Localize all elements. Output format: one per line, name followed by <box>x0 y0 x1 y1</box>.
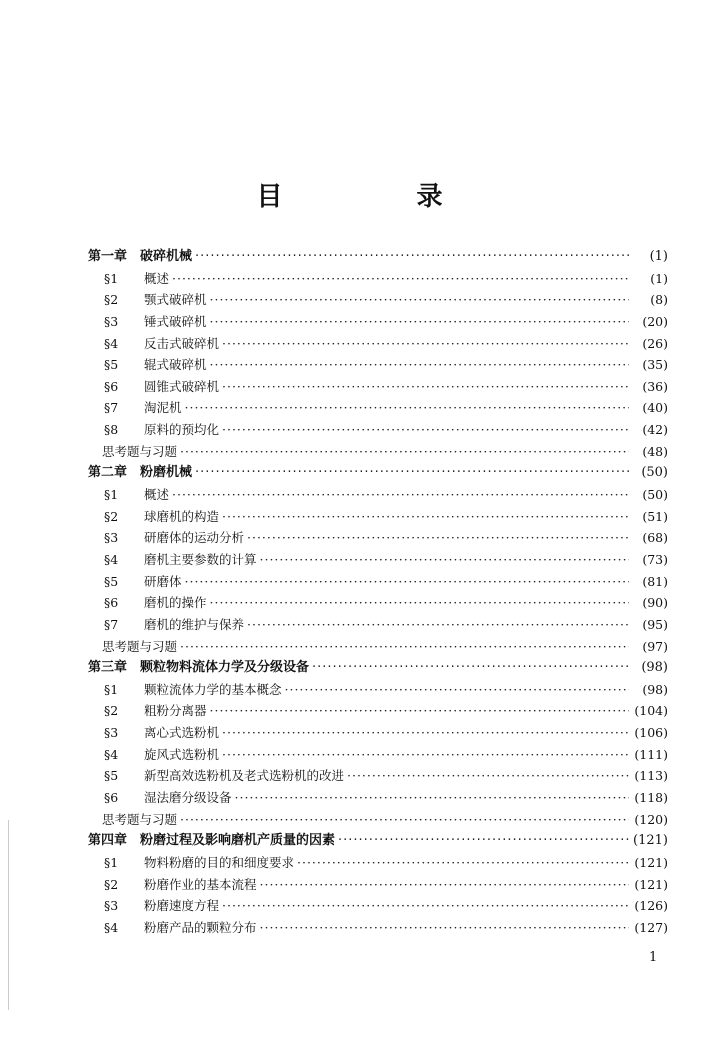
toc-entry-section <box>88 679 668 701</box>
toc-entry-section <box>88 289 668 311</box>
toc-entry-section <box>88 852 668 874</box>
entry-page: (35) <box>642 357 668 373</box>
entry-title: 粗粉分离器 <box>144 703 207 719</box>
section-number: §2 <box>104 508 119 524</box>
leader-dots <box>210 354 629 376</box>
entry-title: 新型高效选粉机及老式选粉机的改进 <box>144 768 345 784</box>
leader-dots <box>180 441 629 463</box>
toc-entry-section <box>88 592 668 614</box>
leader-dots <box>172 268 629 290</box>
section-number: §5 <box>104 357 119 373</box>
entry-page: (120) <box>634 811 668 827</box>
chapter-number: 第三章 <box>88 660 128 676</box>
entry-page: (40) <box>642 400 668 416</box>
entry-title: 颗粒流体力学的基本概念 <box>144 681 282 697</box>
entry-page: (121) <box>634 854 668 870</box>
table-of-contents <box>88 246 668 939</box>
toc-entry-section <box>88 917 668 939</box>
toc-entry-section <box>88 527 668 549</box>
toc-entry-section <box>88 895 668 917</box>
leader-dots <box>260 874 629 896</box>
toc-entry-section <box>88 397 668 419</box>
entry-title: 球磨机的构造 <box>144 508 220 524</box>
entry-page: (1) <box>649 249 668 264</box>
toc-entry-section <box>88 700 668 722</box>
section-number: §5 <box>104 573 119 589</box>
entry-title: 粉磨作业的基本流程 <box>144 876 257 892</box>
section-number: §6 <box>104 378 119 394</box>
leader-dots <box>180 809 629 831</box>
section-number: §4 <box>104 335 119 351</box>
entry-page: (98) <box>642 681 668 697</box>
leader-dots <box>260 549 629 571</box>
section-number: §2 <box>104 292 119 308</box>
entry-page: (51) <box>642 508 668 524</box>
leader-dots <box>210 700 629 722</box>
entry-title: 颚式破碎机 <box>144 292 207 308</box>
toc-entry-exercise <box>88 809 668 831</box>
entry-page: (104) <box>634 703 668 719</box>
entry-title: 磨机的操作 <box>144 595 207 611</box>
entry-page: (106) <box>634 725 668 741</box>
entry-title: 思考题与习题 <box>102 811 178 827</box>
entry-title: 湿法磨分级设备 <box>144 790 232 806</box>
toc-entry-section <box>88 765 668 787</box>
entry-page: (50) <box>641 465 668 481</box>
section-number: §2 <box>104 876 119 892</box>
toc-entry-section <box>88 549 668 571</box>
toc-entry-section <box>88 506 668 528</box>
section-number: §1 <box>104 854 119 870</box>
entry-page: (121) <box>633 833 668 849</box>
leader-dots <box>247 527 629 549</box>
entry-page: (48) <box>642 443 668 459</box>
toc-entry-section <box>88 614 668 636</box>
entry-page: (36) <box>642 378 668 394</box>
scan-margin-line <box>8 820 9 1010</box>
toc-entry-chapter <box>88 830 668 852</box>
toc-entry-section <box>88 484 668 506</box>
toc-entry-exercise <box>88 636 668 658</box>
entry-page: (90) <box>642 595 668 611</box>
entry-page: (26) <box>642 335 668 351</box>
entry-page: (111) <box>634 746 668 762</box>
entry-title: 淘泥机 <box>144 400 182 416</box>
leader-dots <box>180 636 629 658</box>
entry-page: (42) <box>642 422 668 438</box>
entry-title: 锤式破碎机 <box>144 313 207 329</box>
toc-entry-chapter <box>88 657 668 679</box>
section-number: §4 <box>104 551 119 567</box>
section-number: §8 <box>104 422 119 438</box>
entry-page: (121) <box>634 876 668 892</box>
section-number: §7 <box>104 616 119 632</box>
entry-page: (8) <box>650 292 668 308</box>
section-number: §3 <box>104 898 119 914</box>
toc-entry-section <box>88 419 668 441</box>
entry-title: 反击式破碎机 <box>144 335 220 351</box>
leader-dots <box>185 397 629 419</box>
section-number: §3 <box>104 313 119 329</box>
section-number: §2 <box>104 703 119 719</box>
toc-entry-section <box>88 333 668 355</box>
section-number: §5 <box>104 768 119 784</box>
section-number: §1 <box>104 681 119 697</box>
leader-dots <box>210 289 629 311</box>
entry-title: 概述 <box>144 270 170 286</box>
entry-title: 粉磨机械 <box>140 465 193 481</box>
entry-title: 研磨体 <box>144 573 182 589</box>
toc-entry-chapter <box>88 246 668 268</box>
entry-page: (126) <box>634 898 668 914</box>
entry-title: 旋风式选粉机 <box>144 746 220 762</box>
leader-dots <box>312 657 629 679</box>
entry-page: (68) <box>642 530 668 546</box>
page-number: 1 <box>649 950 658 965</box>
toc-entry-section <box>88 722 668 744</box>
toc-entry-chapter <box>88 462 668 484</box>
section-number: §6 <box>104 790 119 806</box>
toc-entry-exercise <box>88 441 668 463</box>
entry-title: 磨机主要参数的计算 <box>144 551 257 567</box>
section-number: §4 <box>104 746 119 762</box>
entry-page: (97) <box>642 638 668 654</box>
entry-page: (81) <box>642 573 668 589</box>
entry-title: 思考题与习题 <box>102 443 178 459</box>
section-number: §4 <box>104 919 119 935</box>
section-number: §3 <box>104 725 119 741</box>
toc-entry-section <box>88 268 668 290</box>
leader-dots <box>195 246 629 268</box>
entry-title: 原料的预均化 <box>144 422 220 438</box>
entry-title: 颗粒物料流体力学及分级设备 <box>140 660 310 676</box>
leader-dots <box>195 462 629 484</box>
leader-dots <box>260 917 629 939</box>
leader-dots <box>172 484 629 506</box>
chapter-number: 第二章 <box>88 465 128 481</box>
section-number: §6 <box>104 595 119 611</box>
entry-title: 研磨体的运动分析 <box>144 530 245 546</box>
entry-title: 思考题与习题 <box>102 638 178 654</box>
section-number: §3 <box>104 530 119 546</box>
leader-dots <box>210 592 629 614</box>
entry-title: 辊式破碎机 <box>144 357 207 373</box>
toc-entry-section <box>88 571 668 593</box>
section-number: §7 <box>104 400 119 416</box>
toc-entry-section <box>88 354 668 376</box>
leader-dots <box>185 571 629 593</box>
leader-dots <box>285 679 629 701</box>
entry-page: (118) <box>634 790 668 806</box>
entry-title: 圆锥式破碎机 <box>144 378 220 394</box>
entry-title: 离心式选粉机 <box>144 725 220 741</box>
entry-page: (73) <box>642 551 668 567</box>
entry-title: 物料粉磨的目的和细度要求 <box>144 854 295 870</box>
entry-title: 概述 <box>144 487 170 503</box>
entry-page: (50) <box>642 487 668 503</box>
leader-dots <box>235 787 629 809</box>
leader-dots <box>297 852 629 874</box>
toc-entry-section <box>88 744 668 766</box>
leader-dots <box>338 830 629 852</box>
leader-dots <box>222 506 629 528</box>
leader-dots <box>247 614 629 636</box>
leader-dots <box>210 311 629 333</box>
section-number: §1 <box>104 487 119 503</box>
entry-page: (1) <box>650 270 668 286</box>
toc-entry-section <box>88 376 668 398</box>
page-title: 目 录 <box>256 182 497 212</box>
entry-title: 粉磨产品的颗粒分布 <box>144 919 257 935</box>
leader-dots <box>222 744 629 766</box>
entry-page: (20) <box>642 313 668 329</box>
entry-page: (95) <box>642 616 668 632</box>
chapter-number: 第四章 <box>88 833 128 849</box>
entry-title: 粉磨速度方程 <box>144 898 220 914</box>
leader-dots <box>222 722 629 744</box>
toc-entry-section <box>88 787 668 809</box>
leader-dots <box>222 419 629 441</box>
chapter-number: 第一章 <box>88 249 128 264</box>
entry-title: 破碎机械 <box>140 249 193 264</box>
toc-entry-section <box>88 311 668 333</box>
entry-page: (98) <box>641 660 668 676</box>
leader-dots <box>222 895 629 917</box>
entry-title: 磨机的维护与保养 <box>144 616 245 632</box>
leader-dots <box>222 333 629 355</box>
toc-entry-section <box>88 874 668 896</box>
entry-page: (113) <box>634 768 668 784</box>
section-number: §1 <box>104 270 119 286</box>
entry-title: 粉磨过程及影响磨机产质量的因素 <box>140 833 336 849</box>
entry-page: (127) <box>634 919 668 935</box>
leader-dots <box>347 765 629 787</box>
leader-dots <box>222 376 629 398</box>
